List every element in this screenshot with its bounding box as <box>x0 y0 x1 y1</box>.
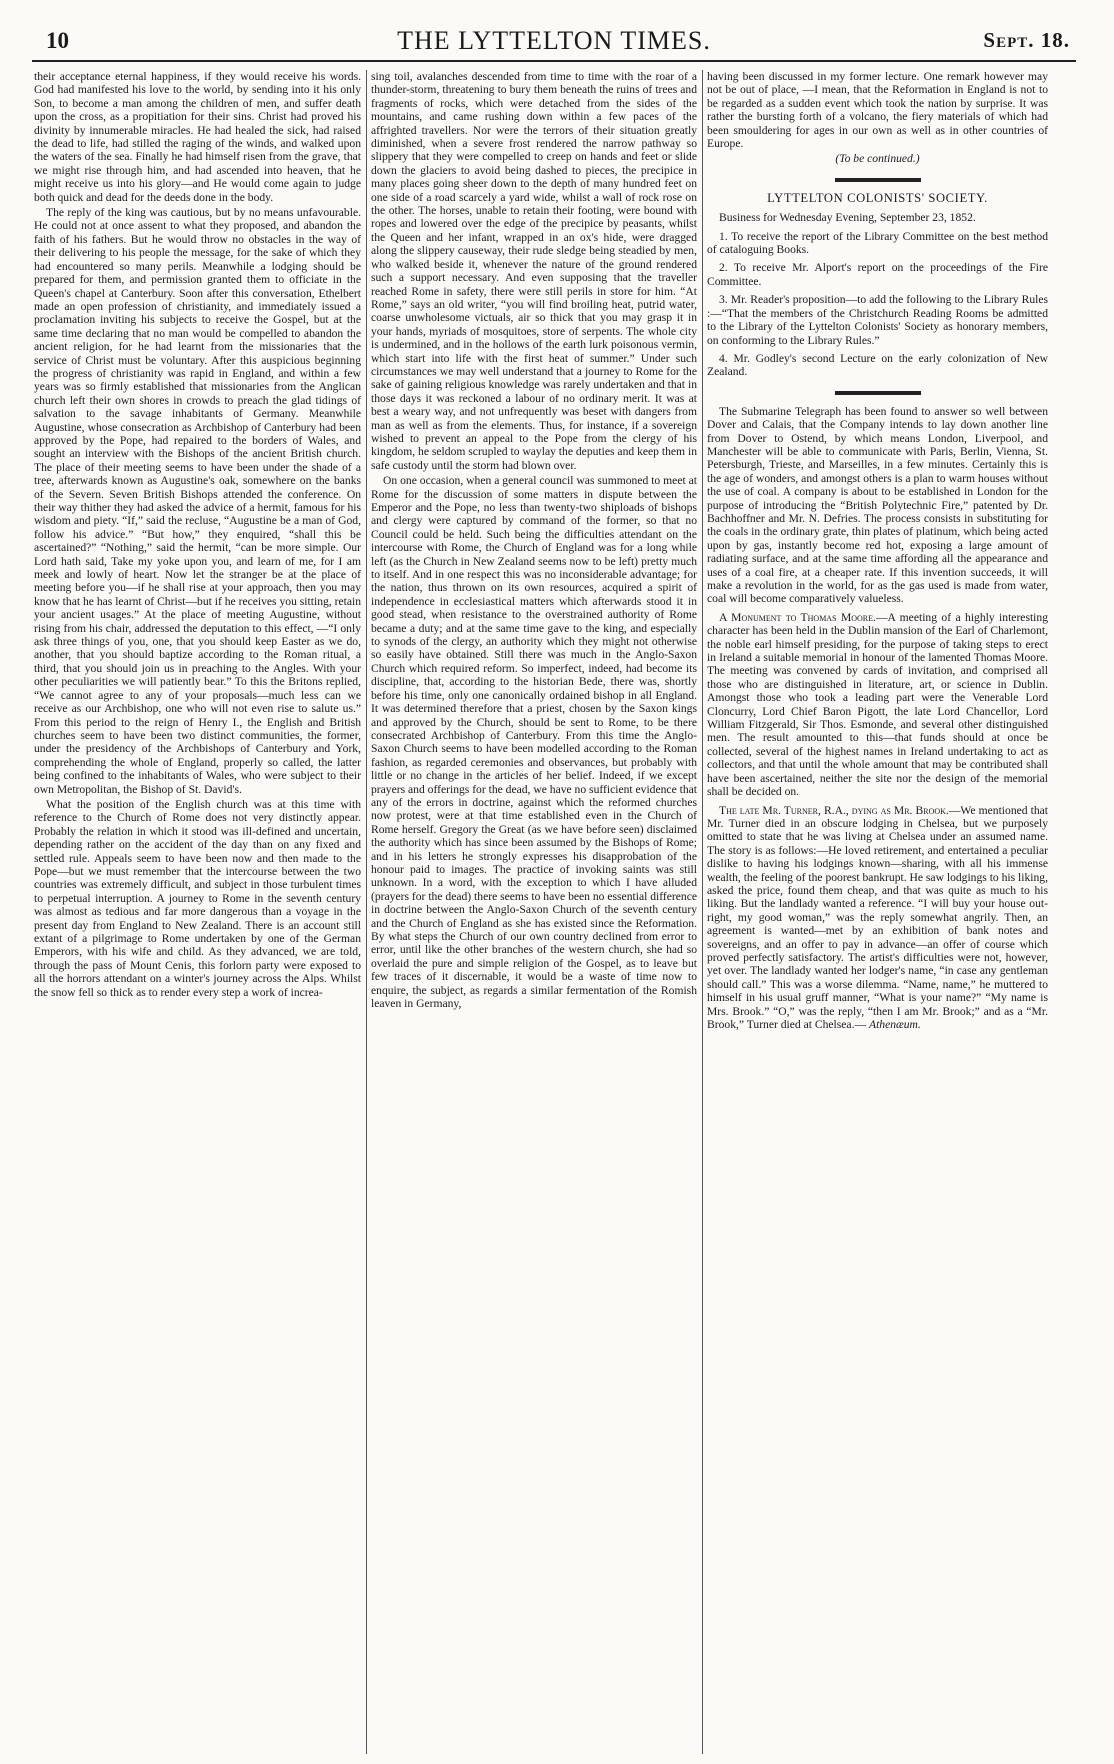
telegraph-article: The Submarine Telegraph has been found to answer so well between Dover and Calais, that the Company intends to lay down another line from Dover to Ostend, by which means London, Liverpool, and Manchester will be able to communicate with Paris, Berlin, Vienna, St. Petersburgh, Trieste, and Marseilles, in a few minutes. Certainly this is the age of wonders, and amongst others is a plan to warm houses without the use of coal. A company is about to be established in London for the purpose of introducing the “British Polytechnic Fire,” patented by Dr. Bachhoffner and Mr. N. Defries. The process consists in substituting for the coals in the ordinary grate, thin plates of platinum, which being acted upon by gas, instantly become red hot, exposing a large amount of radiating surface, and at the same time affording all the appearance and uses of a coal fire, at a cheaper rate. If this invention succeeds, it will make a revolution in the world, for as the gas used is made from water, coal will become comparatively valueless. <box>707 404 1048 606</box>
to-be-continued: (To be continued.) <box>835 152 920 166</box>
lecture-ending: having been discussed in my former lecture. One remark however may not be out of place, —I mean, that the Reformation in England is not to be regarded as a sudden event which took the nation by surprise. It was rather the bursting forth of a volcano, the fiery materials of which had been smouldering for ages in our own as well as in other countries of Europe. <box>707 70 1048 151</box>
article-paragraph: The reply of the king was cautious, but by no means unfavourable. He could not at once assent to what they proposed, and abandon the faith of his fathers. But he would throw no obstacles in the way of their delivering to his people the message, for the sake of which they had encountered so many perils. Meanwhile a lodging should be prepared for them, and permission granted them to officiate in the Queen's chapel at Canterbury. Soon after this conversation, Ethelbert made an open profession of christianity, and immediately issued a proclamation inviting his subjects to receive the Gospel, but at the same time declaring that no man would be compelled to abandon the ancient religion, for he had learnt from the missionaries that the service of Christ must be voluntary. After this auspicious beginning the progress of christianity was rapid in England, and within a few years was so firmly established that missionaries from the Anglican church left their own shores in crowds to preach the glad tidings of salvation to the savage inhabitants of Germany. Meanwhile Augustine, whose consecration as Archbishop of Canterbury had been approved by the Pope, had repaired to the borders of Wales, and sought an interview with the Bishops of the ancient British church. The place of their meeting seems to have been under the shade of a tree, afterwards known as Augustine's oak, somewhere on the banks of the Severn. Seven British Bishops attended the conference. On their way thither they had asked the advice of a hermit, famous for his wisdom and piety. “If,” said the recluse, “Augustine be a man of God, follow his advice.” “But how,” they enquired, “shall this be ascertained?” “Nothing,” said the hermit, “can be more simple. Our Lord hath said, Take my yoke upon you, and learn of me, for I am meek and lowly of heart. Now let the stranger be at the place of meeting before you—if he shall rise at your approach, then you may know that he has learnt of Christ—but if he receives you sitting, retain your ancient usages.” At the place of meeting Augustine, without rising from his chair, addressed the deputation to this effect, —“I only ask three things of you, one, that you should keep Easter as we do, another, that you should baptize according to the Roman ritual, a third, that you should join us in preaching to the Angles. With your other peculiarities we will patiently bear.” To this the Britons replied, “We cannot agree to any of your proposals—much less can we receive as our Archbishop, one who will not even rise to salute us.” From this period to the reign of Henry I., the English and British churches seem to have been two distinct communities, the former, under the presidency of the Archbishops of Canterbury and York, comprehending the whole of England, properly so called, the latter being confined to the inhabitants of Wales, who were subject to their own Metropolitan, the Bishop of St. David's. <box>34 206 361 796</box>
agenda-item: 2. To receive Mr. Alport's report on the proceedings of the Fire Committee. <box>707 261 1048 288</box>
turner-source: Athenæum. <box>868 1018 921 1031</box>
column-rule <box>702 70 703 1754</box>
column-rule <box>366 70 367 1754</box>
article-paragraph: their acceptance eternal happiness, if they would receive his words. God had manifested his love to the world, by sending into it his only Son, to become a man among the children of men, and suffer death upon the cross, as a propitiation for their sins. Christ had proved his divinity by innumerable miracles. He had healed the sick, had raised the dead to life, had stilled the raging of the winds, and walked upon the waters of the sea. Finally he had himself risen from the grave, that we might rise through him, and had ascended into heaven, that he might receive us into his glory—and He would come again to judge both quick and dead for the deeds done in the body. <box>34 70 361 204</box>
moore-headline: A Monument to Thomas Moore. <box>719 610 876 624</box>
article-paragraph: sing toil, avalanches descended from time to time with the roar of a thunder-storm, threatening to bury them beneath the ruins of trees and fragments of rocks, which were detached from the sides of the mountains, and came rushing down within a few paces of the affrighted travellers. Nor were the terrors of their situation greatly diminished, when a severe frost rendered the narrow pathway so slippery that they were compelled to creep on hands and feet or slide down the glaciers to avoid being dashed to pieces, the precipice in many places going sheer down to the depth of many hundred feet on one side of a road scarcely a yard wide, whilst a wall of rock rose on the other. The horses, unable to retain their footing, were bound with ropes and lowered over the edge of the precipice by peasants, whilst the Queen and her infant, wrapped in an ox's hide, were dragged along the slippery causeway, their rude sledge being steadied by men, who walked beside it, whenever the nature of the ground rendered such a support necessary. And even supposing that the traveller reached Rome in safety, there were still perils in store for him. “At Rome,” says an old writer, “you will find broiling heat, putrid water, coarse unwholesome victuals, air so thick that you may grasp it in your hands, myriads of mosquitoes, store of serpents. The whole city is undermined, and in the hollows of the earth lurk poisonous vermin, which start into life with the first heat of summer.” Under such circumstances we may well understand that a journey to Rome for the sake of gaining religious knowledge was rarely undertaken and that in those days it was reckoned a labour of no ordinary merit. It was at best a weary way, and not unfrequently was beset with dangers from man as well as from the elements. Thus, for instance, if a sovereign wished to prevent an appeal to the Pope from the clergy of his kingdom, he seldom scrupled to waylay the deputies and keep them in safe custody until the storm had blown over. <box>371 70 697 472</box>
section-divider <box>835 391 921 395</box>
article-paragraph: On one occasion, when a general council was summoned to meet at Rome for the discussion of some matters in dispute between the Emperor and the Pope, no less than twenty-two shiploads of bishops and clergy were captured by command of the former, so that no Council could be held. Such being the difficulties attendant on the intercourse with Rome, the Church of England was for a long while left (as the Church in New Zealand seems now to be left) pretty much to itself. And in one respect this was no inconsiderable advantage; for the nation, thus thrown on its own resources, acquired a spirit of independence in ecclesiastical matters which afterwards stood it in good stead, when resistance to the overstrained authority of Rome became a duty; and at the same time gave to the king, and especially to synods of the clergy, an authority which they might not otherwise so easily have obtained. Still there was much in the Anglo-Saxon Church which required reform. So imperfect, indeed, had become its discipline, that, according to the historian Bede, there was, shortly before his time, only one canonically ordained bishop in all England. It was determined therefore that a priest, chosen by the Saxon kings and approved by the Church, should be sent to Rome, to be there consecrated Archbishop of Canterbury. From this time the Anglo-Saxon Church seems to have been modelled according to the Roman fashion, as regarded ceremonies and observances, but probably with little or no change in the articles of her belief. Indeed, if we except prayers and offerings for the dead, we have no sufficient evidence that any of the errors in doctrine, against which the reformed churches now protest, were at that time established even in the Church of Rome herself. Gregory the Great (as we have before seen) disclaimed the authority which has since been assumed by the Bishops of Rome; and in his letters he strongly expresses his disapprobation of the honour paid to images. The practice of invoking saints was still unknown. In a word, with the exception to which I have alluded (prayers for the dead) there seems to have been no essential difference in doctrine between the Anglo-Saxon Church of the seventh century and the Church of England as she has existed since the Reformation. By what steps the Church of our own country declined from error to error, until like the other branches of the western church, she had so overlaid the pure and simple religion of the Gospel, as to leave but few traces of it discernable, it would be a waste of time now to enquire, the subject, as regards a similar fermentation of the Romish leaven in Germany, <box>371 474 697 1011</box>
agenda-item: 4. Mr. Godley's second Lecture on the early colonization of New Zealand. <box>707 351 1048 379</box>
agenda-item: 1. To receive the report of the Library Committee on the best method of cataloguing Books. <box>707 229 1048 257</box>
turner-article <box>707 804 1048 1032</box>
column-3 <box>707 70 1048 1756</box>
page-number: 10 <box>46 28 69 53</box>
moore-article <box>707 611 1048 799</box>
column-1 <box>34 70 361 1756</box>
moore-text: —A meeting of a highly interesting character has been held in the Dublin mansion of the Earl of Charlemont, the noble earl himself presiding, for the purpose of taking steps to erect in Ireland a suitable memorial in honour of the lamented Thomas Moore. The meeting was convened by cards of invitation, and comprised all those who are distinguished in literature, art, or science in Dublin. Amongst those who took a leading part were the Venerable Lord Cloncurry, Lord Chief Baron Pigott, the late Lord Chancellor, Lord William Fitzgerald, Sir Thos. Esmonde, and several other distinguished men. The result amounted to this—that funds should at once be collected, several of the highest names in Ireland undertaking to act as collectors, and that until the whole amount that may be contributed shall have been ascertained, neither the site nor the design of the memorial shall be decided on. <box>707 610 1048 799</box>
turner-headline: The late Mr. Turner, R.A., dying as Mr. Brook. <box>719 803 949 817</box>
article-paragraph: What the position of the English church was at this time with reference to the Church of Rome does not very distinctly appear. Probably the relation in which it stood was ill-defined and uncertain, depending rather on the accident of the day than on any fixed and settled rule. Appeals seem to have been now and then made to the Pope—but we must remember that the intercourse between the two countries was extremely difficult, and subject in those turbulent times to perpetual interruption. A journey to Rome in the seventh century was almost as tedious and far more dangerous than a voyage in the present day from England to New Zealand. There is an account still extant of a pilgrimage to Rome undertaken by one of the German Emperors, with his wife and child. As they advanced, we are told, through the pass of Mount Cenis, this forlorn party were exposed to all the horrors attendant on a winter's journey across the Alps. Whilst the snow fell so thick as to render every step a work of increa- <box>34 797 361 999</box>
agenda-item: 3. Mr. Reader's proposition—to add the following to the Library Rules :—“That the members of the Christchurch Reading Rooms be admitted to the Library of the Lyttelton Colonists' Society as honorary members, on conforming to the Library Rules.” <box>707 293 1048 347</box>
column-2 <box>371 70 697 1756</box>
society-business: Business for Wednesday Evening, September 23, 1852. <box>719 211 976 225</box>
masthead <box>32 20 1076 62</box>
issue-date: Sept. 18. <box>983 28 1070 52</box>
society-heading: LYTTELTON COLONISTS' SOCIETY. <box>767 190 988 205</box>
newspaper-title: THE LYTTELTON TIMES. <box>397 26 711 55</box>
turner-text: —We mentioned that Mr. Turner died in an obscure lodging in Chelsea, but we purposely omitted to state that he was living at Chelsea under an assumed name. The story is as follows:—He loved retirement, and entertained a peculiar dislike to having his lodgings known—sharing, with all his immense wealth, the feeling of the poorest bankrupt. He saw lodgings to his liking, asked the price, found them cheap, and that was quite as much to his liking. But the landlady wanted a reference. “I will buy your house out-right, my good woman,” was the reply somewhat angrily. Then, an agreement is wanted—met by an exhibition of bank notes and sovereigns, and an offer to pay in advance—an offer of course which proved perfectly satisfactory. The artist's difficulties were not, however, yet over. The landlady wanted her lodger's name, “in case any gentleman should call.” This was a worse dilemma. “Name, name,” he muttered to himself in his usual gruff manner, “What is your name?” “My name is Mrs. Brook.” “O,” was the reply, “then I am Mr. Brook;” and as a “Mr. Brook,” Turner died at Chelsea.— <box>707 803 1048 1031</box>
section-divider <box>835 178 921 182</box>
